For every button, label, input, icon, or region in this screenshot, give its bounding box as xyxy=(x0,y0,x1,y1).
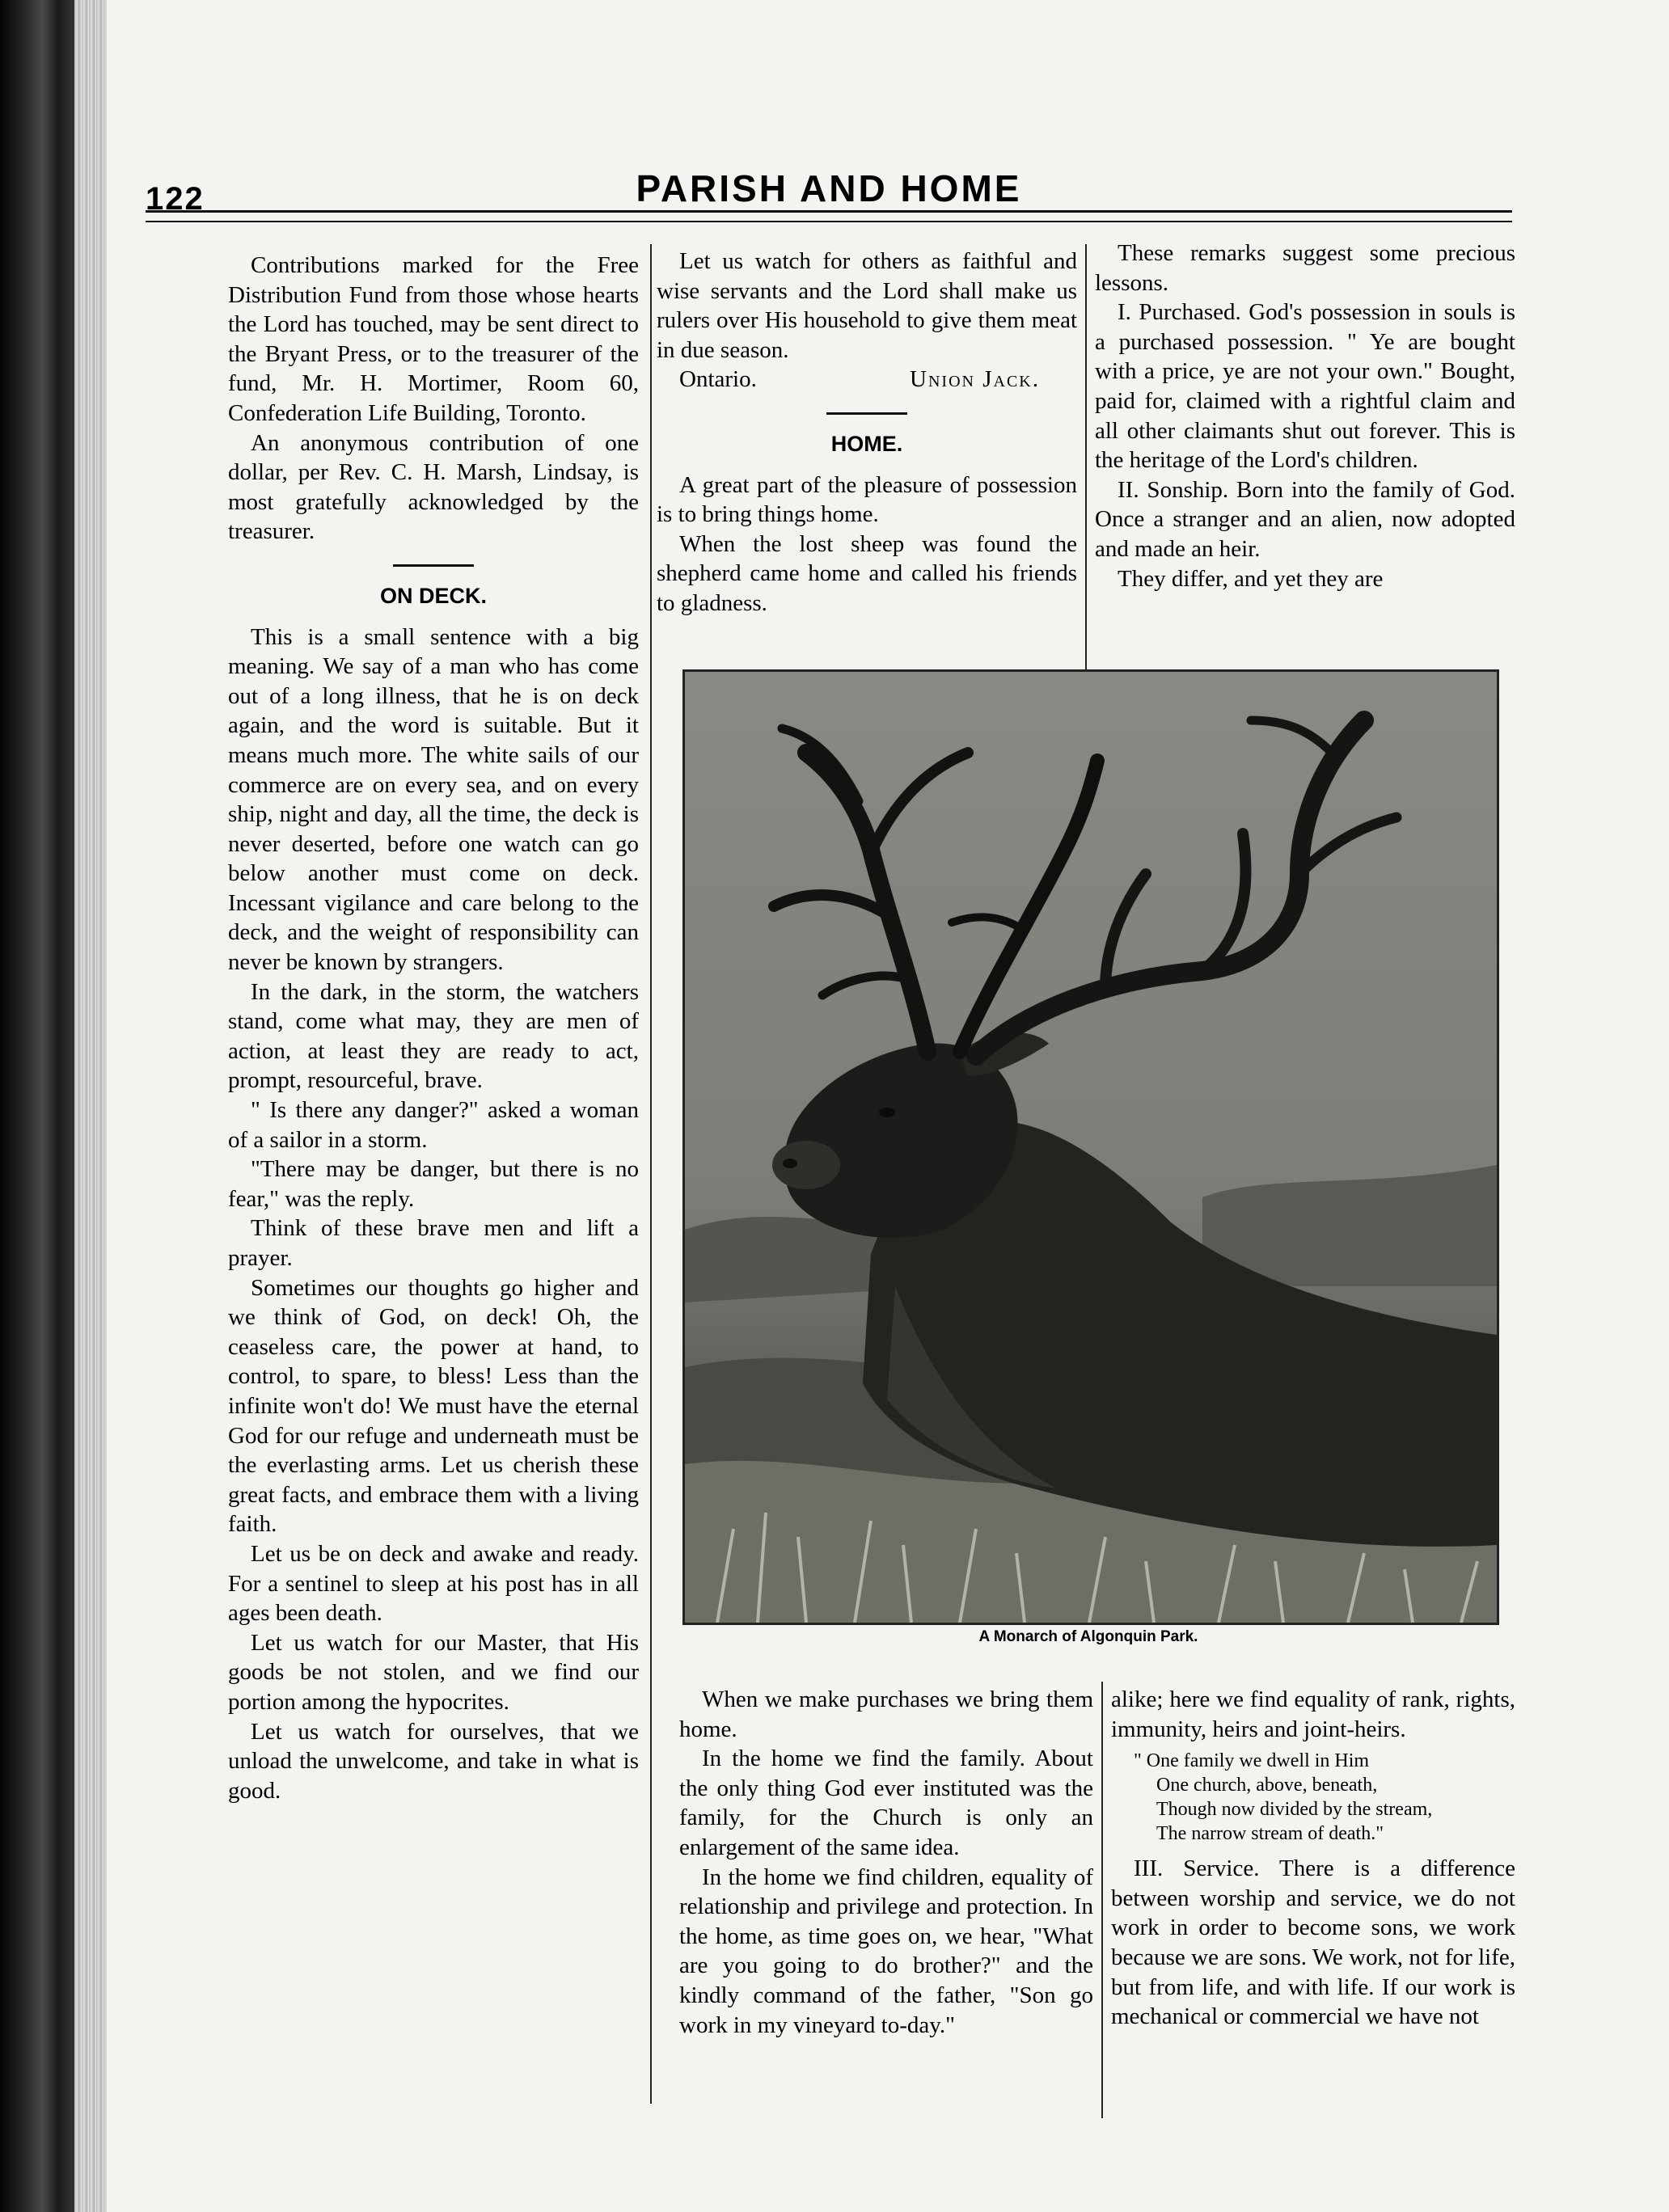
signoff-author: Union Jack. xyxy=(910,366,1040,393)
poem-line: The narrow stream of death." xyxy=(1156,1823,1384,1845)
stag-photograph xyxy=(682,669,1499,1625)
section-heading-home: HOME. xyxy=(830,431,903,456)
page-edge-stripes xyxy=(74,0,107,2212)
column-divider xyxy=(1101,1682,1103,2118)
poem-line: One church, above, beneath, xyxy=(1156,1775,1378,1796)
section-rule xyxy=(393,564,474,567)
paragraph: I. Purchased. God's possession in souls is a purchased possession. " Ye are bought with a price, ye are not your own." Bought, paid for, claimed with a rightful claim and all other claimants shut out forever. This is the heritage of the Lord's children. xyxy=(1095,299,1515,474)
header-rule xyxy=(146,210,1512,222)
signoff-place: Ontario. xyxy=(679,366,757,393)
section-heading-on-deck: ON DECK. xyxy=(379,583,487,608)
figure-caption: A Monarch of Algonquin Park. xyxy=(978,1628,1198,1645)
column-right-lower xyxy=(1111,1685,1515,2032)
page-number: 122 xyxy=(146,181,205,217)
column-divider xyxy=(1085,244,1087,681)
scan-edge xyxy=(0,0,78,2212)
signoff xyxy=(657,365,1077,395)
column-right xyxy=(1095,239,1515,593)
paragraph: In the home we find the family. About the only thing God ever instituted was the family, for the Church is only an enlargement of the same idea. xyxy=(679,1746,1093,1860)
paragraph: Let us watch for ourselves, that we unload the unwelcome, and take in what is good. xyxy=(228,1718,639,1804)
column-left xyxy=(228,251,639,1805)
paragraph: Let us be on deck and awake and ready. For a sentinel to sleep at his post has in all ages been death. xyxy=(228,1540,639,1627)
paragraph: In the home we find children, equality of relationship and privilege and protection. In the home, as time goes on, we hear, "What are you going to do brother?" and the kindly command of the father, "Son go work in my vineyard to-day." xyxy=(679,1864,1093,2038)
column-middle xyxy=(657,247,1077,618)
section-rule xyxy=(826,412,907,415)
column-middle-lower xyxy=(679,1685,1093,2040)
paragraph: These remarks suggest some precious lessons. xyxy=(1095,240,1515,296)
paragraph: II. Sonship. Born into the family of God. Once a stranger and an alien, now adopted and made an heir. xyxy=(1095,476,1515,562)
paragraph: An anonymous contribution of one dollar, per Rev. C. H. Marsh, Lindsay, is most gratefully acknowledged by the treasurer. xyxy=(228,429,639,545)
paragraph: This is a small sentence with a big meaning. We say of a man who has come out of a long illness, that he is on deck again, and the word is suitable. But it means much more. The white sails of our commerce are on every sea, and on every ship, night and day, all the time, the deck is never deserted, before one watch can go below another must come on deck. Incessant vigilance and care belong to the deck, and the weight of responsibility can never be known by strangers. xyxy=(228,623,639,976)
paragraph: They differ, and yet they are xyxy=(1118,565,1384,592)
paragraph: Think of these brave men and lift a prayer. xyxy=(228,1215,639,1271)
paragraph: alike; here we find equality of rank, rights, immunity, heirs and joint-heirs. xyxy=(1111,1686,1515,1742)
paragraph: Let us watch for our Master, that His goods be not stolen, and we find our portion among the hypocrites. xyxy=(228,1629,639,1715)
poem-line: " One family we dwell in Him xyxy=(1134,1750,1370,1772)
running-title: PARISH AND HOME xyxy=(636,167,1022,209)
paragraph: " Is there any danger?" asked a woman of a sailor in a storm. xyxy=(228,1097,639,1153)
paragraph: III. Service. There is a difference between worship and service, we do not work in order to become sons, we work because we are sons. We work, not for life, but from life, and with life. If our work is mechanical or commercial we have not xyxy=(1111,1855,1515,2030)
paragraph: Sometimes our thoughts go higher and we think of God, on deck! Oh, the ceaseless care, the power at hand, to control, to spare, to bless! Less than the infinite won't do! We must have the eternal God for our refuge and underneath must be the everlasting arms. Let us cherish these great facts, and embrace them with a living faith. xyxy=(228,1274,639,1538)
paragraph: When the lost sheep was found the shepherd came home and called his friends to gladness. xyxy=(657,530,1077,616)
poem-quote xyxy=(1134,1749,1515,1846)
paragraph: Contributions marked for the Free Distribution Fund from those whose hearts the Lord has touched, may be sent direct to the Bryant Press, or to the treasurer of the fund, Mr. H. Mortimer, Room 60, Confederation Life Building, Toronto. xyxy=(228,252,639,426)
page-header xyxy=(146,158,1512,215)
poem-line: Though now divided by the stream, xyxy=(1156,1799,1433,1821)
column-divider xyxy=(650,244,652,2104)
paragraph: "There may be danger, but there is no fear," was the reply. xyxy=(228,1156,639,1212)
paragraph: When we make purchases we bring them home. xyxy=(679,1686,1093,1742)
paragraph: In the dark, in the storm, the watchers stand, come what may, they are men of action, at least they are ready to act, prompt, resourceful, brave. xyxy=(228,978,639,1094)
paragraph: Let us watch for others as faithful and wise servants and the Lord shall make us rulers over His household to give them meat in due season. xyxy=(657,248,1077,363)
paragraph: A great part of the pleasure of possession is to bring things home. xyxy=(657,471,1077,528)
